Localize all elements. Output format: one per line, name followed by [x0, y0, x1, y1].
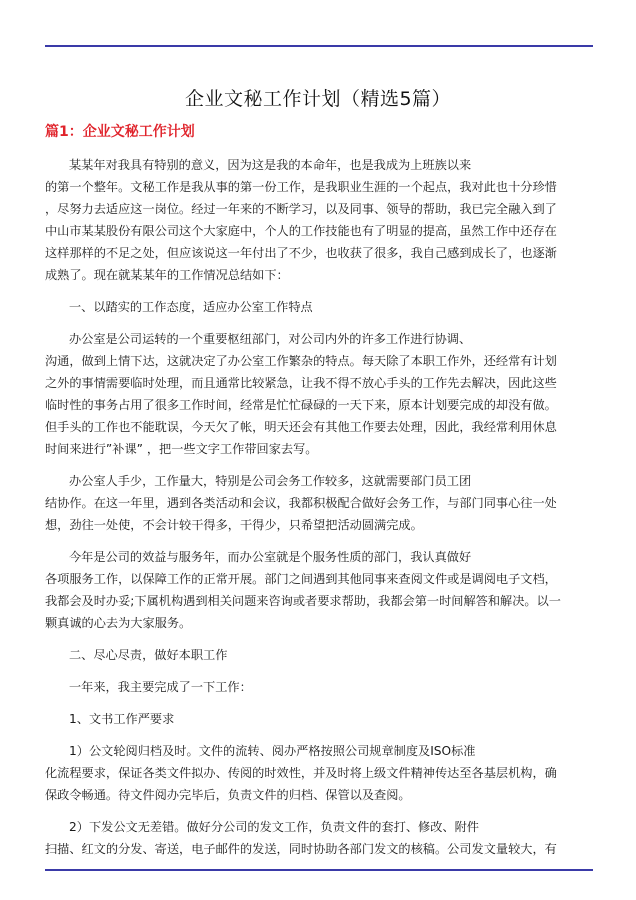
paragraph: [45, 816, 593, 860]
section-subtitle: 篇1：企业文秘工作计划: [45, 124, 195, 140]
text-line: 沟通，做到上情下达，这就决定了办公室工作繁杂的特点。每天除了本职工作外，还经常有计划: [45, 354, 557, 368]
text-line: 结协作。在这一年里，遇到各类活动和会议，我都积极配合做好会务工作，与部门同事心往一处: [45, 496, 557, 510]
header-rule: [45, 45, 593, 47]
text-line: 我都会及时办妥;下属机构遇到相关问题来咨询或者要求帮助，我都会第一时间解答和解决。以一: [45, 594, 561, 608]
text-line: 一年来，我主要完成了一下工作：: [69, 680, 252, 694]
text-line: ，尽努力去适应这一岗位。经过一年来的不断学习，以及同事、领导的帮助，我已完全融入到了: [45, 202, 557, 216]
document-body: [45, 154, 593, 860]
text-line: 中山市某某股份有限公司这个大家庭中，个人的工作技能也有了明显的提高，虽然工作中还存在: [45, 224, 557, 238]
text-line: 化流程要求，保证各类文件拟办、传阅的时效性，并及时将上级文件精神传达至各基层机构，确: [45, 766, 557, 780]
text-line: 办公室是公司运转的一个重要枢纽部门，对公司内外的许多工作进行协调、: [69, 332, 472, 346]
subsection-heading: 1、文书工作严要求: [69, 712, 175, 726]
text-line: 保政令畅通。待文件阅办完毕后，负责文件的归档、保管以及查阅。: [45, 788, 411, 802]
text-line: 成熟了。现在就某某年的工作情况总结如下：: [45, 268, 289, 282]
section-heading: 二、尽心尽责，做好本职工作: [69, 648, 228, 662]
text-line: 某某年对我具有特别的意义，因为这是我的本命年，也是我成为上班族以来: [69, 158, 472, 172]
text-line: 办公室人手少，工作量大，特别是公司会务工作较多，这就需要部门员工团: [69, 474, 472, 488]
text-line: 扫描、红文的分发、寄送，电子邮件的发送，同时协助各部门发文的核稿。公司发文量较大，有: [45, 842, 557, 856]
paragraph: [45, 470, 593, 536]
section-heading: 一、以踏实的工作态度，适应办公室工作特点: [69, 300, 313, 314]
paragraph: [45, 328, 593, 460]
text-line: 颗真诚的心去为大家服务。: [45, 616, 192, 630]
text-line: 的第一个整年。文秘工作是我从事的第一份工作，是我职业生涯的一个起点，我对此也十分珍惜: [45, 180, 557, 194]
text-line: 各项服务工作，以保障工作的正常开展。部门之间遇到其他同事来查阅文件或是调阅电子文档，: [45, 572, 557, 586]
text-line: 时间来进行”补课” ，把一些文字工作带回家去写。: [45, 442, 318, 456]
footer-rule: [45, 869, 593, 871]
document-title: 企业文秘工作计划（精选5篇）: [184, 88, 452, 110]
paragraph: [45, 740, 593, 806]
text-line: 之外的事情需要临时处理，而且通常比较紧急，让我不得不放心手头的工作先去解决，因此这些: [45, 376, 557, 390]
paragraph: [45, 154, 593, 286]
text-line: 但手头的工作也不能耽误，今天欠了帐，明天还会有其他工作要去处理，因此，我经常利用休息: [45, 420, 557, 434]
text-line: 1）公文轮阅归档及时。文件的流转、阅办严格按照公司规章制度及ISO标准: [69, 744, 476, 758]
paragraph: [45, 546, 593, 634]
text-line: 2）下发公文无差错。做好分公司的发文工作，负责文件的套打、修改、附件: [69, 820, 479, 834]
text-line: 这样那样的不足之处，但应该说这一年付出了不少，也收获了很多，我自己感到成长了，也逐渐: [45, 246, 557, 260]
text-line: 想，劲往一处使，不会计较干得多，干得少，只希望把活动圆满完成。: [45, 518, 423, 532]
text-line: 临时性的事务占用了很多工作时间，经常是忙忙碌碌的一天下来，原本计划要完成的却没有做。: [45, 398, 557, 412]
text-line: 今年是公司的效益与服务年，而办公室就是个服务性质的部门，我认真做好: [69, 550, 472, 564]
